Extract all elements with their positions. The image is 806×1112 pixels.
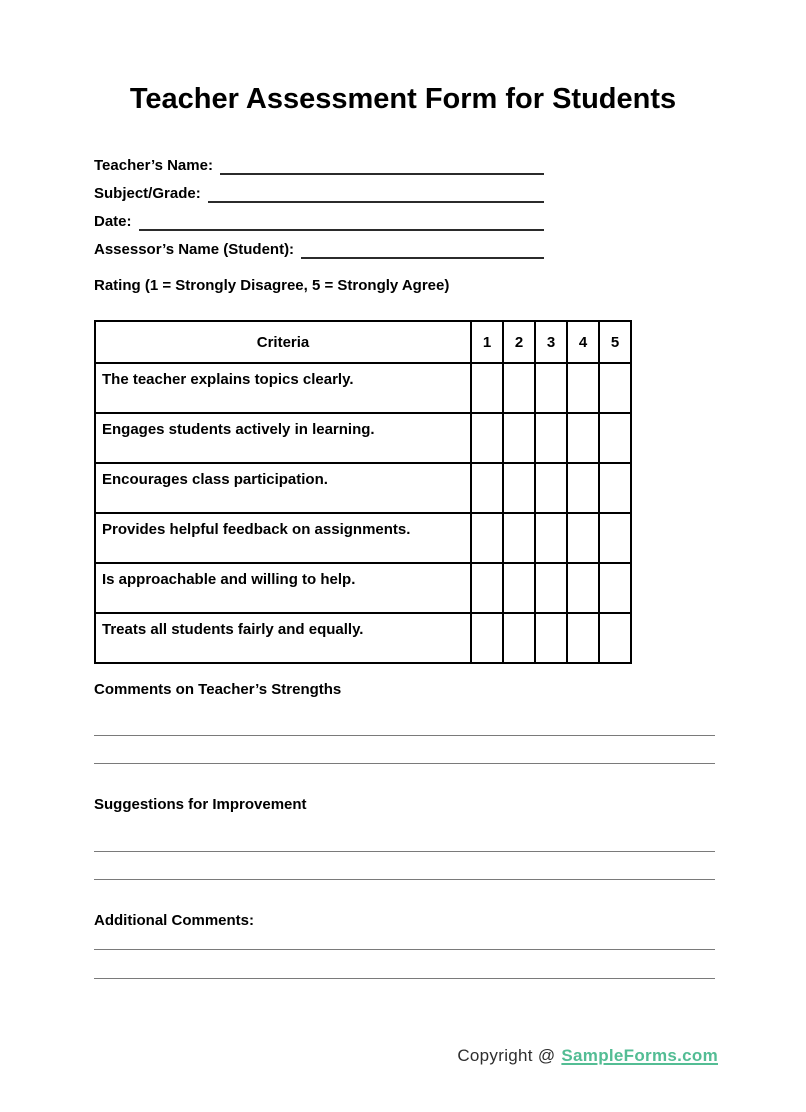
rating-cell-2[interactable] [503, 563, 535, 613]
rating-cell-4[interactable] [567, 413, 599, 463]
field-label: Date: [94, 213, 132, 230]
criteria-row [95, 563, 631, 613]
form-page [0, 83, 806, 1065]
rating-column-header-2: 2 [503, 321, 535, 363]
criteria-row [95, 613, 631, 663]
copyright-text: Copyright @ [457, 1046, 556, 1065]
field-label: Teacher’s Name: [94, 157, 213, 174]
field-fill-line[interactable] [208, 201, 544, 203]
criteria-row [95, 463, 631, 513]
rating-scale-note: Rating (1 = Strongly Disagree, 5 = Strongly Agree) [94, 277, 450, 294]
criteria-row [95, 363, 631, 413]
section-additional-comments [94, 913, 715, 979]
field-fill-line[interactable] [220, 173, 544, 175]
brand-link[interactable]: SampleForms.com [561, 1046, 718, 1065]
writing-line[interactable] [94, 735, 715, 736]
rating-cell-1[interactable] [471, 613, 503, 663]
rating-cell-1[interactable] [471, 563, 503, 613]
section-heading: Suggestions for Improvement [94, 796, 307, 813]
rating-cell-2[interactable] [503, 413, 535, 463]
field-teacher-s-name [94, 152, 544, 180]
rating-cell-5[interactable] [599, 513, 631, 563]
rating-cell-5[interactable] [599, 463, 631, 513]
criteria-text: Treats all students fairly and equally. [95, 613, 471, 663]
field-date [94, 208, 544, 236]
criteria-text: Provides helpful feedback on assignments. [95, 513, 471, 563]
field-label: Subject/Grade: [94, 185, 201, 202]
criteria-row [95, 413, 631, 463]
rating-cell-5[interactable] [599, 363, 631, 413]
writing-line[interactable] [94, 978, 715, 979]
section-heading: Comments on Teacher’s Strengths [94, 681, 342, 698]
rating-cell-1[interactable] [471, 413, 503, 463]
writing-line[interactable] [94, 851, 715, 852]
rating-cell-2[interactable] [503, 613, 535, 663]
rating-cell-3[interactable] [535, 413, 567, 463]
rating-cell-3[interactable] [535, 463, 567, 513]
comment-sections [94, 682, 715, 979]
form-content [94, 152, 715, 979]
writing-line[interactable] [94, 763, 715, 764]
criteria-text: The teacher explains topics clearly. [95, 363, 471, 413]
field-label: Assessor’s Name (Student): [94, 241, 295, 258]
rating-table [94, 320, 632, 664]
rating-cell-3[interactable] [535, 563, 567, 613]
rating-column-header-4: 4 [567, 321, 599, 363]
field-assessor-s-name-student [94, 236, 544, 264]
rating-cell-5[interactable] [599, 413, 631, 463]
rating-cell-1[interactable] [471, 463, 503, 513]
field-fill-line[interactable] [301, 257, 544, 259]
rating-cell-1[interactable] [471, 363, 503, 413]
criteria-text: Encourages class participation. [95, 463, 471, 513]
rating-cell-1[interactable] [471, 513, 503, 563]
rating-column-header-3: 3 [535, 321, 567, 363]
table-header-row [95, 321, 631, 363]
fill-in-fields [94, 152, 715, 264]
section-suggestions-for-improvement [94, 797, 715, 880]
writing-line[interactable] [94, 949, 715, 950]
criteria-column-header: Criteria [95, 321, 471, 363]
rating-cell-4[interactable] [567, 613, 599, 663]
rating-cell-3[interactable] [535, 613, 567, 663]
field-subject-grade [94, 180, 544, 208]
footer [457, 1046, 718, 1066]
rating-cell-4[interactable] [567, 363, 599, 413]
rating-cell-3[interactable] [535, 363, 567, 413]
rating-cell-3[interactable] [535, 513, 567, 563]
rating-cell-4[interactable] [567, 463, 599, 513]
writing-line[interactable] [94, 879, 715, 880]
rating-cell-5[interactable] [599, 613, 631, 663]
section-heading: Additional Comments: [94, 912, 254, 929]
field-fill-line[interactable] [139, 229, 544, 231]
rating-column-header-5: 5 [599, 321, 631, 363]
criteria-text: Engages students actively in learning. [95, 413, 471, 463]
rating-cell-5[interactable] [599, 563, 631, 613]
rating-cell-2[interactable] [503, 513, 535, 563]
criteria-row [95, 513, 631, 563]
section-comments-on-teacher-s-strengths [94, 682, 715, 764]
rating-cell-2[interactable] [503, 363, 535, 413]
rating-column-header-1: 1 [471, 321, 503, 363]
rating-cell-4[interactable] [567, 563, 599, 613]
rating-cell-2[interactable] [503, 463, 535, 513]
criteria-text: Is approachable and willing to help. [95, 563, 471, 613]
form-title: Teacher Assessment Form for Students [129, 83, 677, 115]
rating-cell-4[interactable] [567, 513, 599, 563]
